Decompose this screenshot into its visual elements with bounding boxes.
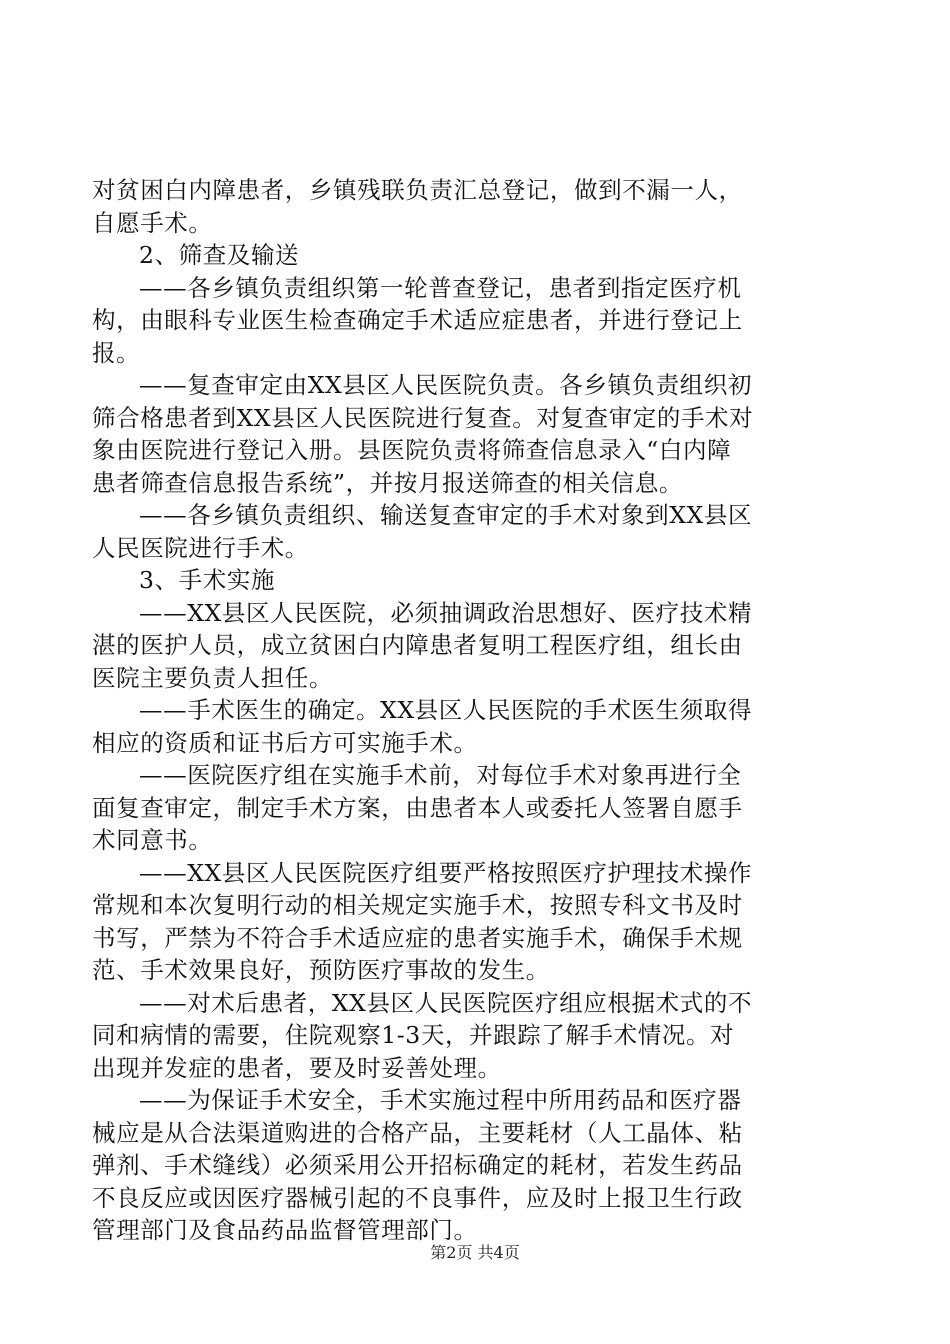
text-line: 面复查审定，制定手术方案，由患者本人或委托人签署自愿手 — [92, 793, 743, 822]
text-line: 书写，严禁为不符合手术适应症的患者实施手术，确保手术规 — [92, 923, 743, 952]
text-line: 弹剂、手术缝线）必须采用公开招标确定的耗材，若发生药品 — [92, 1151, 743, 1179]
text-line: 构，由眼科专业医生检查确定手术适应症患者，并进行登记上 — [92, 306, 743, 334]
text-line: ——对术后患者，XX县区人民医院医疗组应根据术式的不 — [139, 988, 753, 1017]
text-line: ——各乡镇负责组织第一轮普查登记，患者到指定医疗机 — [139, 273, 742, 302]
text-line: 械应是从合法渠道购进的合格产品，主要耗材（人工晶体、粘 — [92, 1118, 743, 1147]
text-line: 术同意书。 — [92, 826, 213, 854]
text-line: 报。 — [92, 338, 141, 367]
text-line: ——为保证手术安全，手术实施过程中所用药品和医疗器 — [139, 1086, 742, 1114]
text-line: 管理部门及食品药品监督管理部门。 — [92, 1216, 478, 1244]
text-line: 自愿手术。 — [92, 208, 213, 237]
text-line: 人民医院进行手术。 — [92, 533, 309, 562]
text-line: ——各乡镇负责组织、输送复查审定的手术对象到XX县区 — [139, 501, 753, 529]
text-line: ——复查审定由XX县区人民医院负责。各乡镇负责组织初 — [139, 371, 753, 399]
text-line: 象由医院进行登记入册。县医院负责将筛查信息录入“白内障 — [92, 436, 732, 464]
document-body — [92, 174, 862, 1247]
text-line: 湛的医护人员，成立贫困白内障患者复明工程医疗组，组长由 — [92, 631, 743, 659]
text-line: ——XX县区人民医院，必须抽调政治思想好、医疗技术精 — [139, 598, 753, 627]
page-footer — [0, 1242, 950, 1264]
text-line: 不良反应或因医疗器械引起的不良事件，应及时上报卫生行政 — [92, 1183, 743, 1212]
text-line: 3、手术实施 — [139, 566, 276, 594]
text-line: 对贫困白内障患者，乡镇残联负责汇总登记，做到不漏一人， — [92, 176, 743, 204]
text-line: 筛合格患者到XX县区人民医院进行复查。对复查审定的手术对 — [92, 403, 754, 432]
text-line: ——手术医生的确定。XX县区人民医院的手术医生须取得 — [139, 696, 753, 724]
page-number-label: 第2页 共4页 — [430, 1243, 520, 1262]
text-line: ——XX县区人民医院医疗组要严格按照医疗护理技术操作 — [139, 858, 753, 887]
text-line: 患者筛查信息报告系统”，并按月报送筛查的相关信息。 — [92, 468, 684, 497]
text-line: 常规和本次复明行动的相关规定实施手术，按照专科文书及时 — [92, 891, 743, 919]
text-line: 出现并发症的患者，要及时妥善处理。 — [92, 1053, 502, 1082]
text-line: 范、手术效果良好，预防医疗事故的发生。 — [92, 956, 550, 984]
text-line: 同和病情的需要，住院观察1-3天，并跟踪了解手术情况。对 — [92, 1021, 735, 1049]
text-line: 医院主要负责人担任。 — [92, 663, 333, 692]
text-line: 2、筛查及输送 — [139, 241, 300, 269]
text-line: 相应的资质和证书后方可实施手术。 — [92, 728, 478, 757]
text-line: ——医院医疗组在实施手术前，对每位手术对象再进行全 — [139, 761, 742, 789]
